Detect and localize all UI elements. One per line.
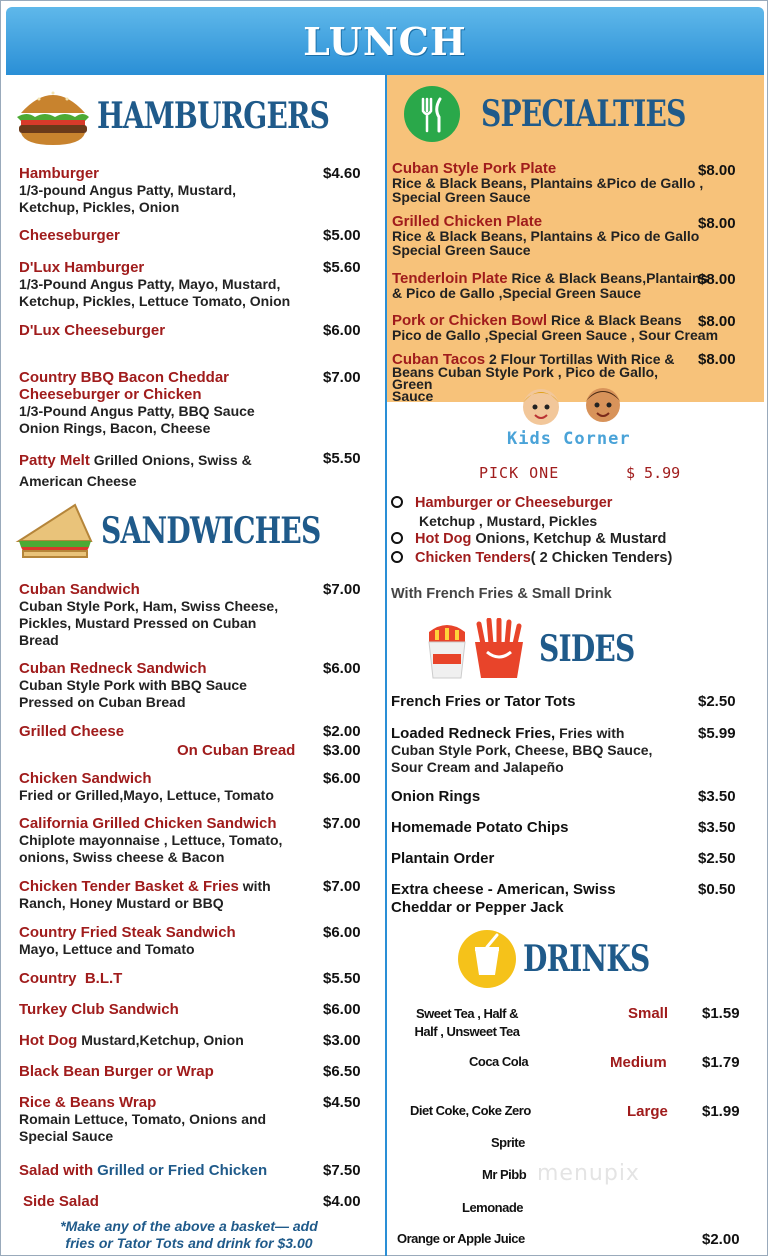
menu-item (19, 369, 255, 437)
item-price: $2.00 (323, 723, 361, 740)
menu-item (19, 1001, 179, 1018)
kids-option (391, 531, 666, 547)
item-price: $8.00 (698, 215, 736, 232)
item-name: Cuban Sandwich (19, 581, 140, 598)
sides-header (423, 618, 662, 680)
item-price: $6.00 (323, 770, 361, 787)
item-price: $2.50 (698, 850, 736, 867)
item-desc-inline: Grilled Onions, Swiss & (93, 452, 252, 468)
menu-item (19, 924, 236, 958)
hamburgers-header (15, 83, 395, 149)
kids-icon (497, 381, 637, 431)
item-price: $6.00 (323, 1001, 361, 1018)
kids-with-note: With French Fries & Small Drink (391, 586, 612, 602)
kids-option (391, 550, 672, 566)
item-price: $6.00 (323, 660, 361, 677)
item-desc: American Cheese (19, 473, 137, 489)
juice-price: $2.00 (702, 1231, 740, 1248)
item-name: On Cuban Bread (177, 742, 296, 759)
item-name: D'Lux Cheeseburger (19, 322, 166, 339)
item-price: $5.50 (323, 450, 361, 467)
item-name: Turkey Club Sandwich (19, 1001, 179, 1018)
item-desc-inline: Mustard,Ketchup, Onion (81, 1032, 244, 1048)
side-item (391, 819, 569, 836)
sides-title: SIDES (539, 628, 635, 670)
item-desc: Chiplote mayonnaise , Lettuce, Tomato, onions, Swiss cheese & Bacon (19, 832, 283, 865)
item-desc: Rice & Black Beans, Plantains &Pico de Gallo , Special Green Sauce (392, 175, 704, 205)
menu-item (177, 742, 295, 759)
item-desc: 1/3-pound Angus Patty, Mustard, Ketchup, Pickles, Onion (19, 182, 237, 215)
drink-size: Medium (610, 1054, 667, 1071)
menu-item (19, 970, 122, 987)
item-name: Grilled Chicken Plate (392, 213, 543, 230)
item-desc-inline: 2 Flour Tortillas With Rice & (488, 351, 675, 367)
menu-item (19, 259, 290, 310)
menu-item (19, 322, 165, 339)
kids-option (391, 494, 612, 530)
drink-item: Orange or Apple Juice (397, 1231, 525, 1246)
drinks-header (457, 929, 685, 989)
item-price: $5.00 (323, 227, 361, 244)
item-name: Country Fried Steak Sandwich (19, 924, 236, 941)
drink-price: $1.59 (702, 1005, 740, 1022)
menu-item (19, 723, 124, 740)
sandwiches-header (15, 501, 382, 561)
drink-icon (457, 929, 517, 989)
item-price: $6.50 (323, 1063, 361, 1080)
item-name: California Grilled Chicken Sandwich (19, 815, 277, 832)
item-desc: & Pico de Gallo ,Special Green Sauce (392, 285, 641, 301)
menu-item (19, 581, 278, 649)
item-desc: Beans Cuban Style Pork , Pico de Gallo, Green Sauce (392, 364, 659, 404)
item-name: Grilled Cheese (19, 723, 125, 740)
option-name: Hot Dog (415, 531, 472, 547)
item-price: $5.60 (323, 259, 361, 276)
item-price: $8.00 (698, 313, 736, 330)
menu-item (392, 313, 718, 342)
item-price: $5.50 (323, 970, 361, 987)
drink-item: Coca Cola (469, 1054, 529, 1069)
option-circle-icon (391, 551, 403, 563)
item-price: $7.00 (323, 878, 361, 895)
item-price: $8.00 (698, 271, 736, 288)
fries-icon (423, 618, 533, 680)
item-name: Loaded Redneck Fries, (391, 725, 556, 742)
option-circle-icon (391, 532, 403, 544)
drink-item: Sweet Tea , Half & Half , Unsweet Tea (414, 1006, 520, 1039)
item-desc-inline: with (242, 878, 271, 894)
side-item (391, 850, 494, 867)
specialties-header (403, 85, 743, 143)
drink-item: Sprite (491, 1135, 525, 1150)
item-price: $3.00 (323, 742, 361, 759)
burger-icon (15, 83, 91, 149)
side-item (391, 881, 616, 917)
drink-item: Mr Pibb (482, 1167, 527, 1182)
item-name: Chicken Tender Basket & Fries (19, 878, 239, 895)
item-price: $6.00 (323, 924, 361, 941)
side-item (391, 693, 575, 710)
item-price: $8.00 (698, 351, 736, 368)
item-name: Homemade Potato Chips (391, 819, 569, 836)
option-inline: Onions, Ketchup & Mustard (475, 531, 667, 547)
hamburgers-title: HAMBURGERS (97, 95, 330, 137)
menu-item (23, 1193, 99, 1210)
item-price: $8.00 (698, 162, 736, 179)
item-name: Cuban Tacos (392, 351, 486, 368)
item-desc-inline: Fries with (559, 725, 625, 741)
item-name: Country BBQ Bacon Cheddar Cheeseburger or Chicken (19, 369, 230, 403)
drink-size: Small (628, 1005, 669, 1022)
item-desc-inline: Rice & Black Beans (550, 312, 682, 328)
item-desc: 1/3-Pound Angus Patty, BBQ Sauce Onion Rings, Bacon, Cheese (19, 403, 255, 436)
drink-size: Large (627, 1103, 668, 1120)
menu-item (392, 271, 708, 301)
item-name: Patty Melt (19, 452, 90, 469)
item-desc: Rice & Black Beans, Plantains & Pico de Gallo Special Green Sauce (392, 228, 700, 258)
item-name: Chicken Sandwich (19, 770, 152, 787)
item-price: $4.00 (323, 1193, 361, 1210)
item-price: $6.00 (323, 322, 361, 339)
side-item (391, 725, 652, 776)
item-desc: Ranch, Honey Mustard or BBQ (19, 895, 224, 911)
watermark: menupix (537, 1161, 640, 1186)
menu-item (19, 815, 282, 866)
item-name: Side Salad (23, 1193, 99, 1210)
item-name: French Fries or Tator Tots (391, 693, 576, 710)
item-price: $7.50 (323, 1162, 361, 1179)
option-name: Hamburger or Cheeseburger (415, 495, 613, 511)
item-price: $7.00 (323, 369, 361, 386)
option-inline: ( 2 Chicken Tenders) (530, 550, 673, 566)
item-desc: Cuban Style Pork, Ham, Swiss Cheese, Pickles, Mustard Pressed on Cuban Bread (19, 598, 279, 648)
item-desc: Mayo, Lettuce and Tomato (19, 941, 195, 957)
menu-item (19, 660, 247, 711)
item-name-highlight: Grilled or Fried Chicken (97, 1162, 268, 1179)
menu-item (392, 215, 699, 257)
sandwiches-title: SANDWICHES (101, 510, 321, 552)
item-price: $4.60 (323, 165, 361, 182)
option-circle-icon (391, 496, 403, 508)
menu-item (19, 1094, 266, 1145)
fork-knife-icon (403, 85, 461, 143)
item-name: Cuban Style Pork Plate (392, 160, 557, 177)
drink-item: Lemonade (462, 1200, 524, 1215)
item-desc: Romain Lettuce, Tomato, Onions and Special Sauce (19, 1111, 267, 1144)
drink-price: $1.99 (702, 1103, 740, 1120)
menu-item (19, 165, 236, 216)
item-name: Black Bean Burger or Wrap (19, 1063, 214, 1080)
item-price: $0.50 (698, 881, 736, 898)
item-desc-inline: Rice & Black Beans,Plantains (511, 270, 709, 286)
menu-item (392, 162, 703, 204)
item-name: Cuban Redneck Sandwich (19, 660, 207, 677)
drink-item: Diet Coke, Coke Zero (410, 1103, 531, 1118)
item-name: Cheeseburger (19, 227, 120, 244)
basket-note: *Make any of the above a basket— add fries or Tator Tots and drink for $3.00 (60, 1218, 318, 1251)
item-price: $7.00 (323, 581, 361, 598)
item-name: Country B.L.T (19, 970, 123, 987)
item-desc: 1/3-Pound Angus Patty, Mayo, Mustard, Ketchup, Pickles, Lettuce Tomato, Onion (19, 276, 291, 309)
sandwich-icon (15, 501, 95, 561)
specialties-title: SPECIALTIES (481, 93, 686, 135)
item-price: $7.00 (323, 815, 361, 832)
kids-pick-label: PICK ONE (479, 464, 560, 482)
menu-item (19, 770, 274, 804)
drink-price: $1.79 (702, 1054, 740, 1071)
option-name: Chicken Tenders (415, 550, 531, 566)
menu-item (19, 227, 120, 244)
item-name: Tenderloin Plate (392, 270, 508, 287)
item-price: $5.99 (698, 725, 736, 742)
item-desc: Fried or Grilled,Mayo, Lettuce, Tomato (19, 787, 274, 803)
item-price: $3.00 (323, 1032, 361, 1049)
item-name: Extra cheese - American, Swiss Cheddar or Pepper Jack (391, 881, 616, 916)
page-title: LUNCH (303, 18, 467, 64)
item-name: Hot Dog (19, 1032, 78, 1049)
item-desc: Cuban Style Pork with BBQ Sauce Pressed on Cuban Bread (19, 677, 247, 710)
side-item (391, 788, 480, 805)
kids-price: $ 5.99 (626, 464, 681, 482)
menu-item (19, 1032, 244, 1049)
option-desc: Ketchup , Mustard, Pickles (419, 513, 598, 529)
item-name: Rice & Beans Wrap (19, 1094, 157, 1111)
item-name: Onion Rings (391, 788, 481, 805)
item-name: Pork or Chicken Bowl (392, 312, 548, 329)
kids-corner-title: Kids Corner (507, 429, 631, 449)
item-name: Hamburger (19, 165, 100, 182)
item-name: Salad with (19, 1162, 94, 1179)
item-price: $4.50 (323, 1094, 361, 1111)
item-desc: Pico de Gallo ,Special Green Sauce , Sour Cream (392, 327, 719, 343)
item-desc: Cuban Style Pork, Cheese, BBQ Sauce, Sour Cream and Jalapeño (391, 742, 653, 775)
menu-item (19, 450, 252, 491)
drinks-title: DRINKS (523, 938, 650, 980)
menu-item (19, 878, 271, 912)
item-price: $2.50 (698, 693, 736, 710)
item-name: Plantain Order (391, 850, 495, 867)
item-price: $3.50 (698, 819, 736, 836)
menu-item (19, 1063, 214, 1080)
menu-item (19, 1162, 267, 1179)
item-price: $3.50 (698, 788, 736, 805)
item-name: D'Lux Hamburger (19, 259, 145, 276)
lunch-banner (6, 7, 764, 75)
